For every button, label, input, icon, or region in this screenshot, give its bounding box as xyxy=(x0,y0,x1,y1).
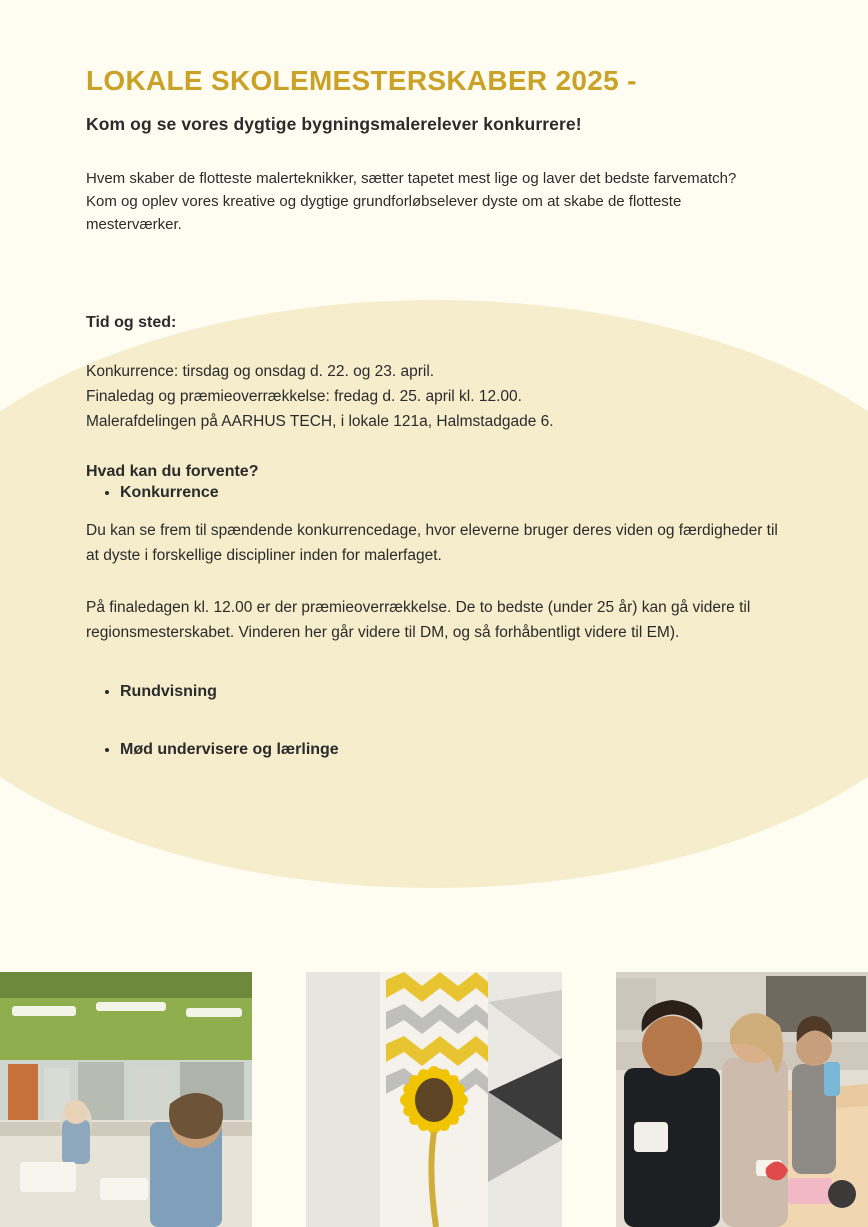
photo-students-worktable-image xyxy=(616,972,868,1227)
list-item: • Konkurrence xyxy=(120,481,782,505)
list-item: • Rundvisning xyxy=(120,680,782,704)
page-subtitle: Kom og se vores dygtige bygningsmalerelever konkurrere! xyxy=(86,113,582,134)
time-place-lines xyxy=(86,360,782,434)
bullet-list-extras xyxy=(86,680,782,762)
time-place-line-1: Konkurrence: tirsdag og onsdag d. 22. og 23. april. xyxy=(86,363,435,381)
photo-sunflower-wall xyxy=(306,972,562,1227)
photo-sunflower-wall-image xyxy=(306,972,562,1227)
photo-strip xyxy=(0,972,868,1227)
bullet-list-competition xyxy=(86,481,782,505)
expect-heading: Hvad kan du forvente? xyxy=(86,462,259,480)
photo-workshop-room-image xyxy=(0,972,252,1227)
list-item: • Mød undervisere og lærlinge xyxy=(120,738,782,762)
photo-students-worktable xyxy=(616,972,868,1227)
intro-paragraph: Hvem skaber de flotteste malerteknikker, sætter tapetet mest lige og laver det bedste farvematch? Kom og oplev vores kreative og dygtige grundforløbselever dyste om at skabe de flotteste mesterværker. xyxy=(86,169,737,234)
time-place-line-2: Finaledag og præmieoverrækkelse: fredag d. 25. april kl. 12.00. xyxy=(86,388,522,406)
time-place-line-3: Malerafdelingen på AARHUS TECH, i lokale 121a, Halmstadgade 6. xyxy=(86,412,554,430)
page-title: LOKALE SKOLEMESTERSKABER 2025 - xyxy=(86,65,637,96)
paragraph-competition: Du kan se frem til spændende konkurrencedage, hvor eleverne bruger deres viden og færdigheder til at dyste i forskellige discipliner inden for malerfaget. xyxy=(86,521,778,564)
photo-workshop-room xyxy=(0,972,252,1227)
paragraph-final: På finaledagen kl. 12.00 er der præmieoverrækkelse. De to bedste (under 25 år) kan gå videre til regionsmesterskabet. Vinderen her går videre til DM, og så forhåbentligt videre til EM). xyxy=(86,599,751,642)
time-place-heading: Tid og sted: xyxy=(86,314,177,332)
